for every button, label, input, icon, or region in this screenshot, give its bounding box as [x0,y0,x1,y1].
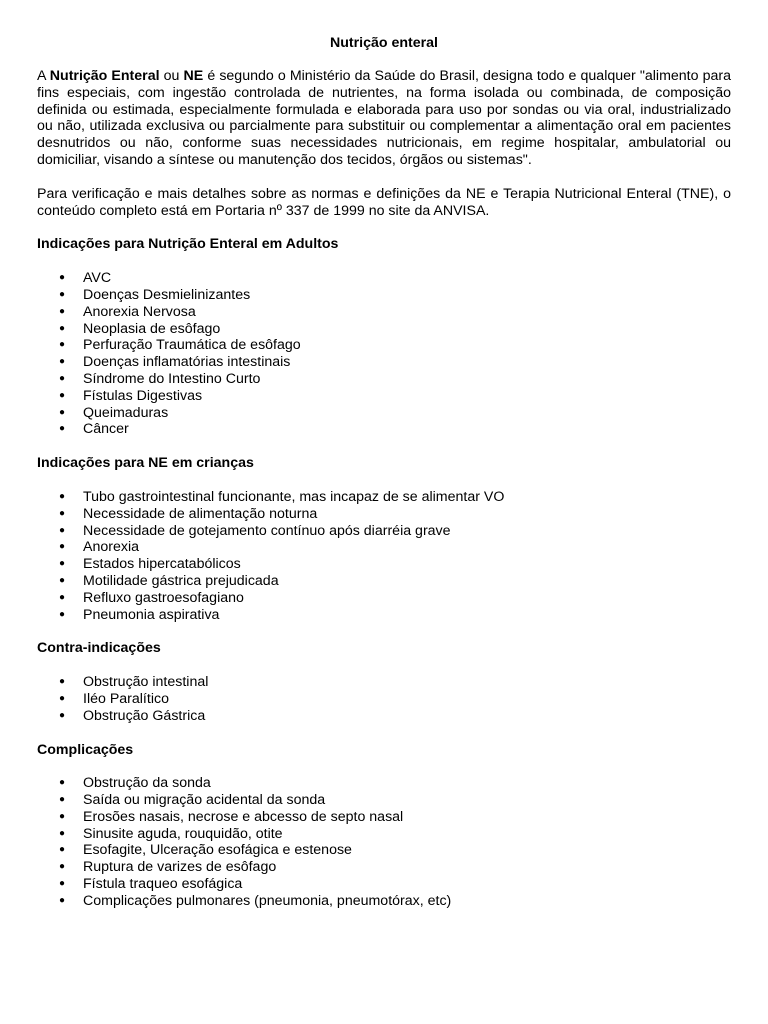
list-item [37,270,731,287]
list-item [37,674,731,691]
bullet-icon: ● [59,861,66,873]
bullet-list [37,489,731,623]
bullet-icon: ● [59,878,66,890]
list-item-text: Anorexia [83,539,139,556]
bullet-icon: ● [59,406,66,418]
bullet-icon: ● [59,794,66,806]
bullet-icon: ● [59,541,66,553]
bullet-icon: ● [59,389,66,401]
bullet-icon: ● [59,524,66,536]
document-title: Nutrição enteral [329,35,438,51]
list-item-text: Neoplasia de esôfago [83,320,221,337]
list-item-text: Estados hipercatabólicos [83,556,241,573]
bullet-list [37,270,731,438]
bullet-icon: ● [59,844,66,856]
list-item [37,421,731,438]
list-item-text: Complicações pulmonares (pneumonia, pneumotórax, etc) [83,892,452,909]
bullet-icon: ● [59,827,66,839]
list-item-text: Saída ou migração acidental da sonda [83,792,326,809]
list-item-text: Perfuração Traumática de esôfago [83,337,301,354]
list-item-text: Doenças Desmielinizantes [83,286,251,303]
bullet-list [37,775,731,909]
list-item-text: Obstrução Gástrica [83,707,206,724]
list-item-text: Ruptura de varizes de esôfago [83,859,277,876]
list-item [37,506,731,523]
list-item [37,539,731,556]
list-item-text: AVC [83,270,112,287]
list-item [37,489,731,506]
anvisa-paragraph: Para verificação e mais detalhes sobre as normas e definições da NE e Terapia Nutricional Enteral (TNE), o conteúdo completo está em Portaria nº 337 de 1999 no site da ANVISA. [37,185,731,219]
list-item-text: Queimaduras [83,404,169,421]
bullet-icon: ● [59,272,66,284]
list-item [37,354,731,371]
bullet-icon: ● [59,322,66,334]
list-item [37,337,731,354]
bullet-icon: ● [59,810,66,822]
sections-container [37,236,731,909]
list-item-text: Síndrome do Intestino Curto [83,370,261,387]
bullet-icon: ● [59,574,66,586]
section-heading: Contra-indicações [37,640,161,657]
bullet-icon: ● [59,305,66,317]
bullet-icon: ● [59,894,66,906]
list-item-text: Esofagite, Ulceração esofágica e estenose [83,842,352,859]
list-item [37,523,731,540]
bullet-icon: ● [59,423,66,435]
list-item-text: Motilidade gástrica prejudicada [83,572,279,589]
intro-rest: é segundo o Ministério da Saúde do Brasil, designa todo e qualquer "alimento para fins especiais, com ingestão controlada de nutrientes, na forma isolada ou combinada, de composição definida ou estimada, especialmente formulada e elaborada para uso por sondas ou via oral, industrializado ou não, utilizada exclusiva ou parcialmente para substituir ou complementar a alimentação oral em pacientes desnutridos ou não, conforme suas necessidades nutricionais, em regime hospitalar, ambulatorial ou domiciliar, visando a síntese ou manutenção dos tecidos, órgãos ou sistemas". [37,68,731,168]
intro-term-ne: NE [183,68,204,84]
bullet-icon: ● [59,608,66,620]
list-item-text: Refluxo gastroesofagiano [83,589,244,606]
list-item-text: Erosões nasais, necrose e abcesso de septo nasal [83,808,404,825]
bullet-list [37,674,731,724]
bullet-icon: ● [59,591,66,603]
list-item-text: Obstrução intestinal [83,674,209,691]
list-item [37,556,731,573]
bullet-icon: ● [59,692,66,704]
bullet-icon: ● [59,558,66,570]
list-item-text: Fístulas Digestivas [83,387,203,404]
list-item-text: Anorexia Nervosa [83,303,196,320]
bullet-icon: ● [59,507,66,519]
list-item [37,826,731,843]
list-item-text: Câncer [83,421,129,438]
list-item-text: Fístula traqueo esofágica [83,876,243,893]
list-item [37,859,731,876]
section-heading: Complicações [37,741,134,758]
section-heading: Indicações para NE em crianças [37,455,254,472]
bullet-icon: ● [59,709,66,721]
list-item [37,792,731,809]
list-item [37,405,731,422]
intro-or: ou [159,68,184,84]
list-item [37,708,731,725]
list-item [37,304,731,321]
bullet-icon: ● [59,777,66,789]
list-item-text: Necessidade de gotejamento contínuo após diarréia grave [83,522,451,539]
list-item [37,287,731,304]
bullet-icon: ● [59,372,66,384]
bullet-icon: ● [59,676,66,688]
section-heading: Indicações para Nutrição Enteral em Adultos [37,236,339,253]
list-item [37,371,731,388]
list-item [37,842,731,859]
list-item [37,691,731,708]
list-item [37,321,731,338]
intro-term-nutricao-enteral: Nutrição Enteral [49,68,160,84]
list-item-text: Pneumonia aspirativa [83,606,220,623]
list-item-text: Obstrução da sonda [83,775,211,792]
list-item [37,775,731,792]
bullet-icon: ● [59,356,66,368]
list-item [37,607,731,624]
bullet-icon: ● [59,339,66,351]
list-item-text: Tubo gastrointestinal funcionante, mas incapaz de se alimentar VO [83,488,505,505]
list-item-text: Doenças inflamatórias intestinais [83,354,291,371]
list-item-text: Iléo Paralítico [83,690,169,707]
bullet-icon: ● [59,288,66,300]
intro-paragraph [37,68,731,169]
list-item-text: Necessidade de alimentação noturna [83,505,318,522]
list-item-text: Sinusite aguda, rouquidão, otite [83,825,283,842]
list-item [37,573,731,590]
intro-a: A [37,68,50,84]
list-item [37,893,731,910]
list-item [37,388,731,405]
list-item [37,876,731,893]
list-item [37,809,731,826]
bullet-icon: ● [59,490,66,502]
list-item [37,590,731,607]
